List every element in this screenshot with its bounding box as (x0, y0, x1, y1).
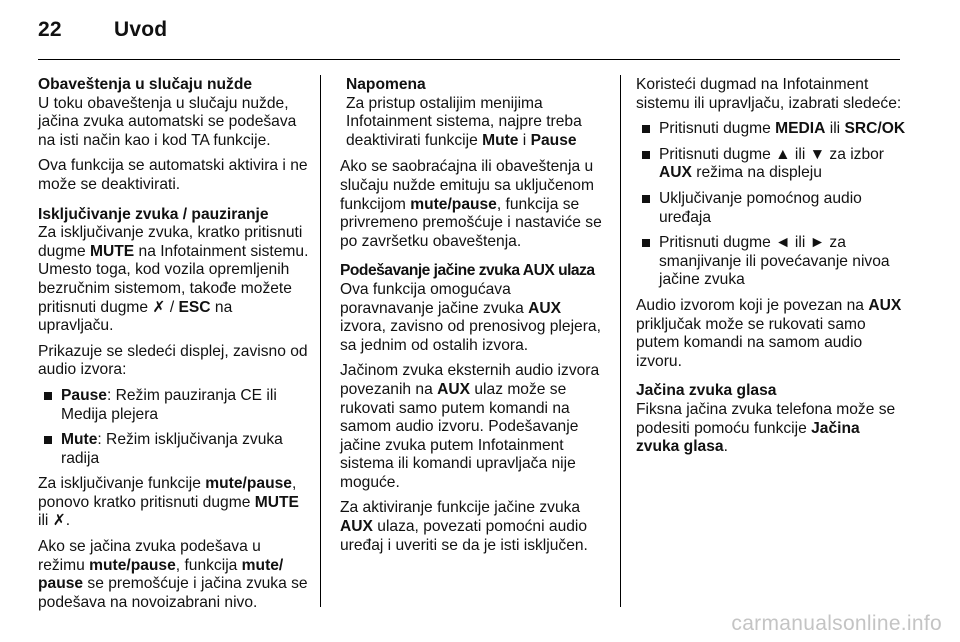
note-box (340, 76, 606, 150)
page-number: 22 (38, 18, 62, 41)
column-1 (38, 76, 310, 619)
paragraph: Za isključivanje zvuka, kratko pritisnuti dugme MUTE na Infotainment sistemu. Umesto toga, kod vozila opremljenih bezručnim sistemom, takođe možete pritisnuti dugme ✗ / ESC na upravljaču. (38, 224, 309, 335)
paragraph: Audio izvorom koji je povezan na AUX priključak može se rukovati samo putem komandi na samom audio izvoru. (636, 296, 902, 370)
bullet-icon (44, 436, 52, 444)
list-item: Pritisnuti dugme ▲ ili ▼ za izbor AUX režima na displeju (636, 146, 906, 183)
paragraph: Za isključivanje funkcije mute/pause, ponovo kratko pritisnuti dugme MUTE ili ✗. (38, 475, 299, 530)
bullet-icon (642, 151, 650, 159)
paragraph: Ako se jačina zvuka podešava u režimu mute/pause, funkcija mute/ pause se premošćuje i jačina zvuka se podešava na novoizabrani nivo. (38, 538, 308, 611)
list-item: Mute: Režim isključivanja zvuka radija (38, 431, 310, 468)
page-header (38, 18, 167, 42)
bullet-icon (642, 125, 650, 133)
paragraph: Prikazuje se sledeći displej, zavisno od audio izvora: (38, 342, 308, 379)
column-divider-1 (320, 75, 321, 607)
paragraph: Ova funkcija omogućava poravnavanje jačine zvuka AUX izvora, zavisno od prenosivog plejera, sa jednim od ostalih izvora. (340, 280, 601, 354)
list-item: Uključivanje pomoćnog audio uređaja (636, 190, 906, 227)
bullet-list (636, 120, 906, 290)
paragraph: Ova funkcija se automatski aktivira i ne može se deaktivirati. (38, 157, 308, 193)
list-item: Pritisnuti dugme MEDIA ili SRC/OK (636, 120, 906, 139)
section-heading: Obaveštenja u slučaju nužde (38, 76, 253, 93)
paragraph: Koristeći dugmad na Infotainment sistemu ili upravljaču, izabrati sledeće: (636, 76, 902, 112)
column-divider-2 (620, 75, 621, 607)
section-heading: Podešavanje jačine zvuka AUX ulaza (340, 262, 595, 280)
bullet-icon (642, 195, 650, 203)
paragraph: U toku obaveštenja u slučaju nužde, jačina zvuka automatski se podešava na isti način kao i kod TA funkcije. (38, 94, 297, 149)
paragraph: Jačinom zvuka eksternih audio izvora povezanih na AUX ulaz može se rukovati samo putem komandi na samom audio izvoru. Podešavanje jačine zvuka putem Infotainment sistema ili komandi upravljača nije moguće. (340, 362, 600, 491)
paragraph: Fiksna jačina zvuka telefona može se podesiti pomoću funkcije Jačina zvuka glasa. (636, 400, 896, 456)
bullet-icon (44, 392, 52, 400)
column-3 (636, 76, 906, 464)
section-heading: Isključivanje zvuka / pauziranje (38, 205, 269, 223)
header-rule (38, 59, 900, 60)
note-title: Napomena (346, 76, 426, 93)
list-item: Pritisnuti dugme ◄ ili ► za smanjivanje ili povećavanje nivoa jačine zvuka (636, 234, 906, 290)
list-item: Pause: Režim pauziranja CE ili Medija plejera (38, 387, 310, 424)
note-text: Za pristup ostalijim menijima Infotainment sistema, najpre treba deaktivirati funkcije Mute i Pause (346, 94, 582, 149)
watermark: carmanualsonline.info (731, 612, 942, 635)
bullet-icon (642, 239, 650, 247)
page-title: Uvod (114, 18, 168, 41)
paragraph: Za aktiviranje funkcije jačine zvuka AUX ulaza, povezati pomoćni audio uređaj i uveriti se da je isti isključen. (340, 499, 588, 554)
column-2 (340, 76, 606, 562)
paragraph: Ako se saobraćajna ili obaveštenja u slučaju nužde emituju sa uključenom funkcijom mute/pause, funkcija se privremeno premošćuje i nastaviće se po završetku obaveštenja. (340, 158, 602, 250)
section-heading: Jačina zvuka glasa (636, 382, 777, 400)
bullet-list (38, 387, 310, 468)
